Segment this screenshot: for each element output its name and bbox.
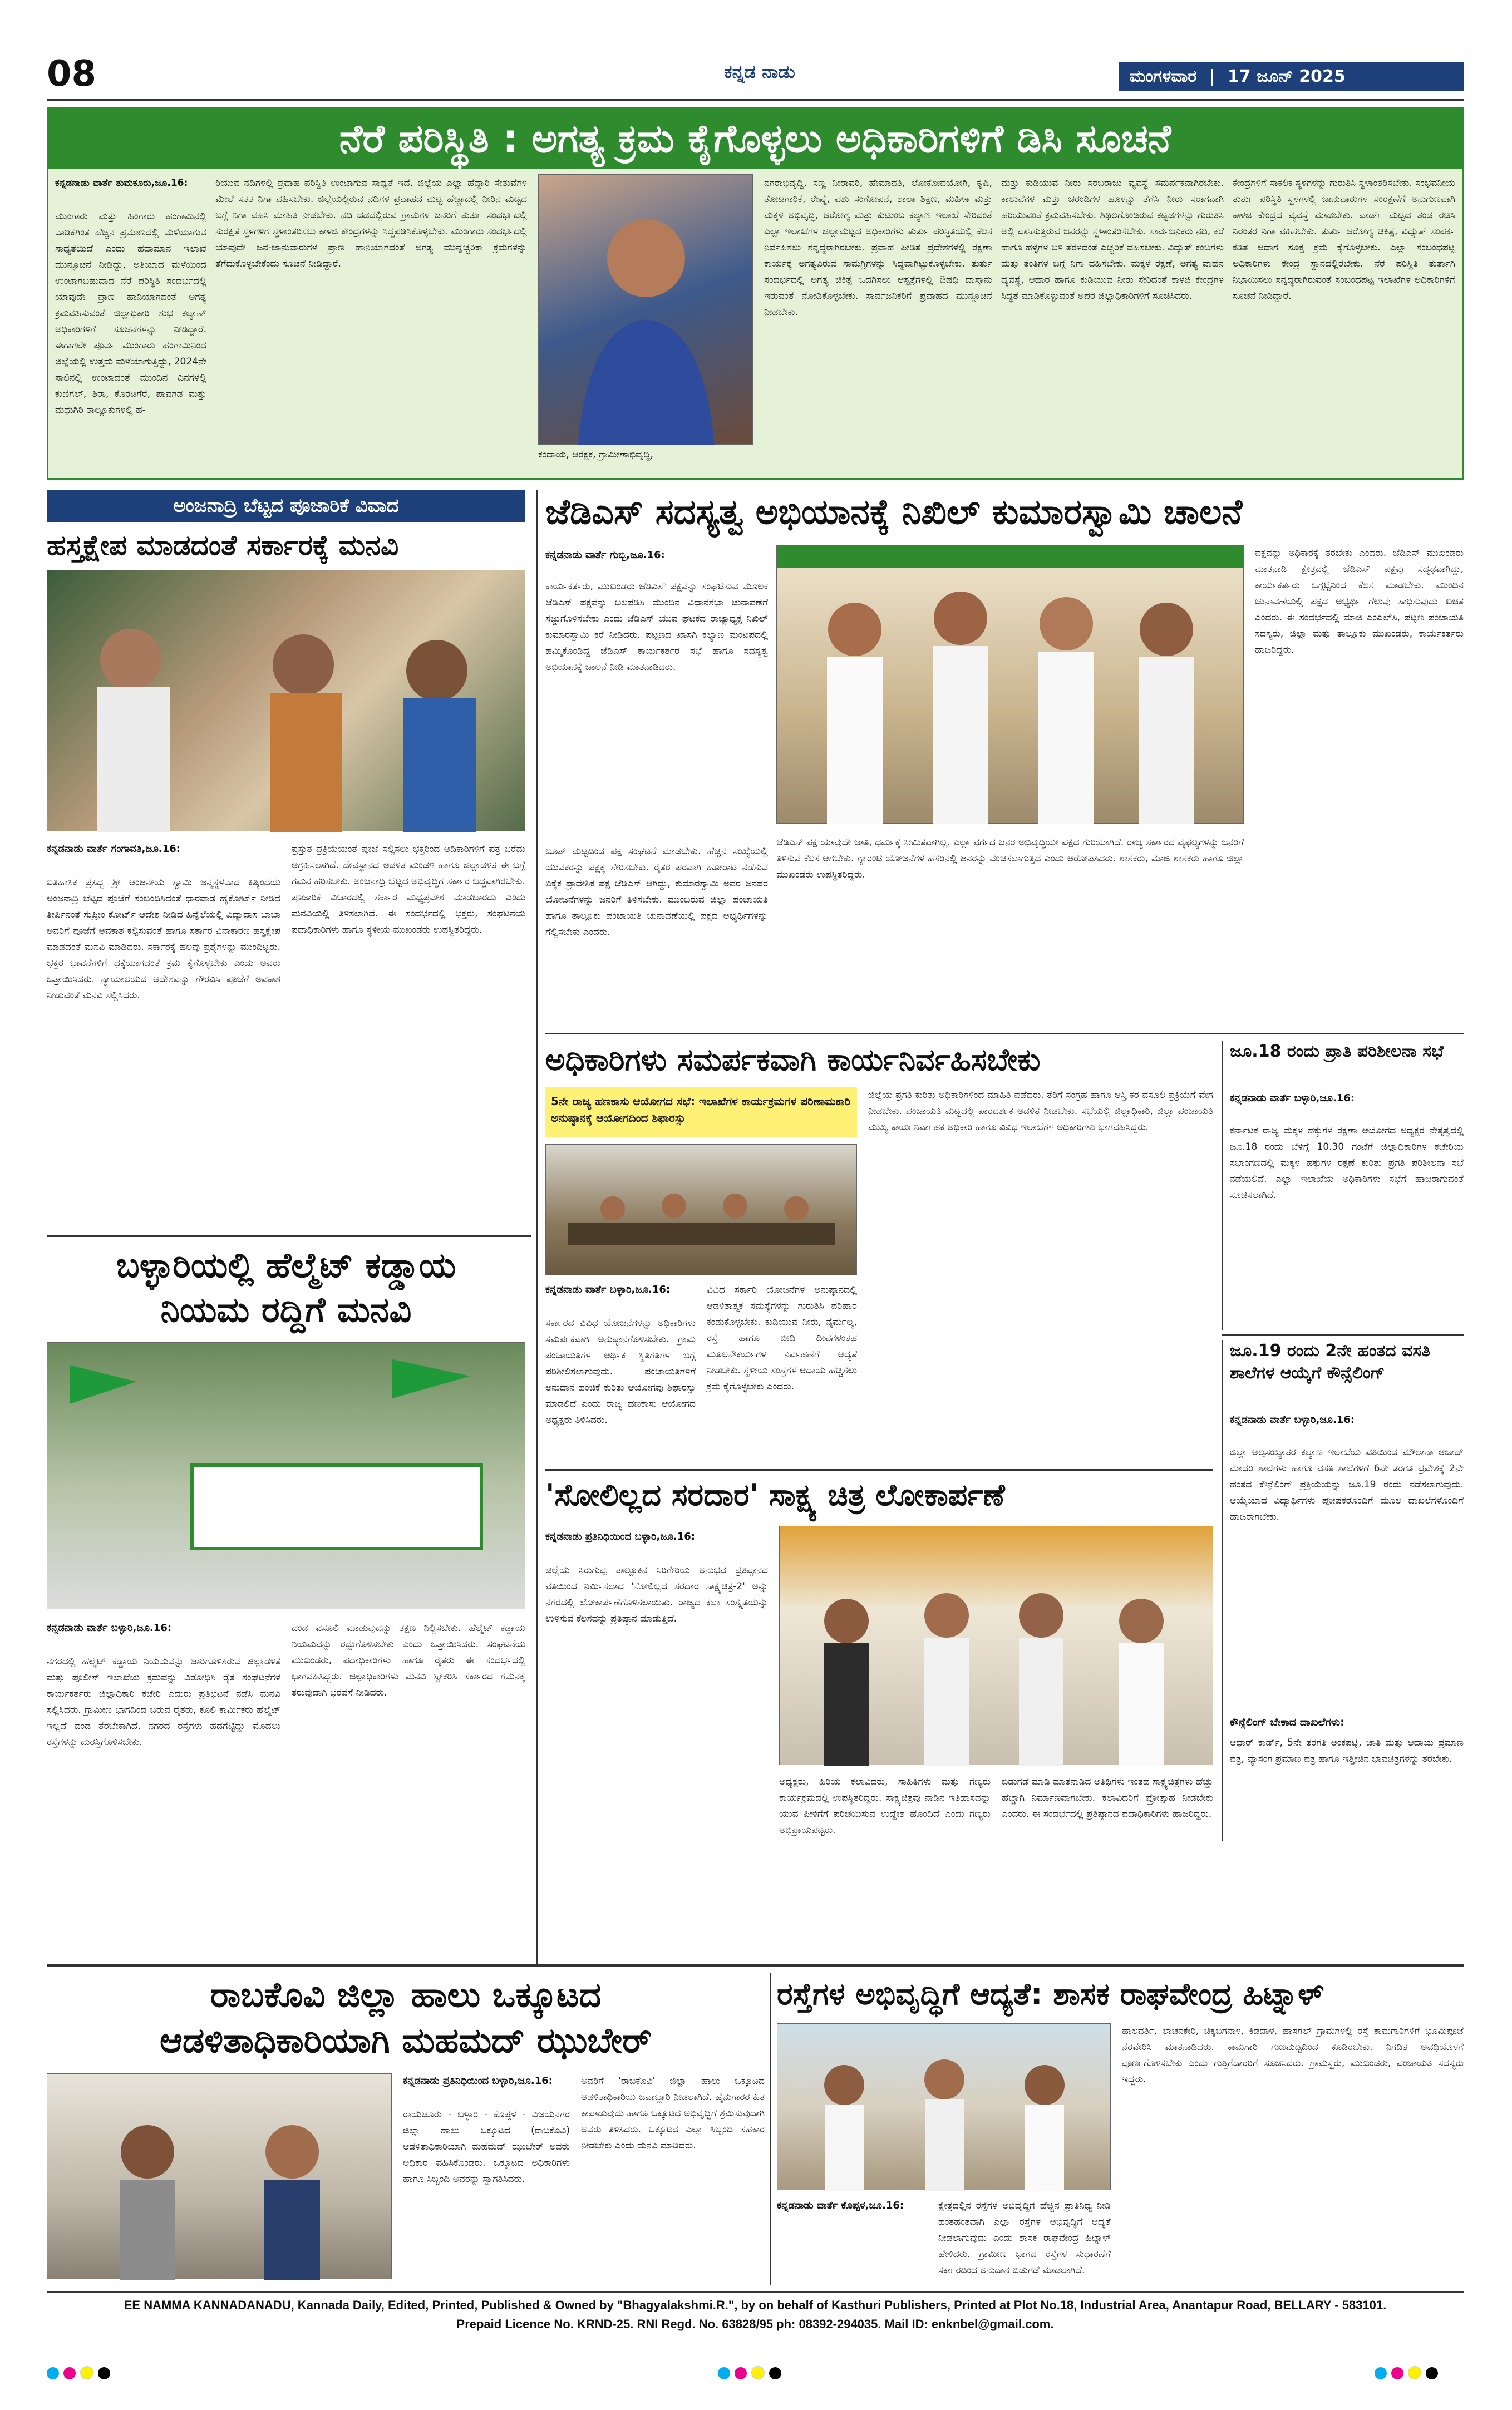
jds-col-3: ಜೆಡಿಎಸ್ ಪಕ್ಷ ಯಾವುದೇ ಜಾತಿ, ಧರ್ಮಕ್ಕೆ ಸೀಮಿತವಾಗಿಲ್ಲ. ಎಲ್ಲಾ ವರ್ಗದ ಜನರ ಅಭಿವೃದ್ಧಿಯೇ ಪಕ್ಷದ ಗುರಿಯಾಗಿದೆ. ರಾಜ್ಯ ಸರ್ಕಾರದ ವೈಫಲ್ಯಗಳನ್ನು ಜನರಿಗೆ ತಿಳಿಸುವ ಕೆಲಸ ಆಗಬೇಕು. ಗ್ಯಾರಂಟಿ ಯೋಜನೆಗಳ ಹೆಸರಿನಲ್ಲಿ ಜನರನ್ನು ವಂಚಿಸಲಾಗುತ್ತಿದೆ ಎಂದು ಆರೋಪಿಸಿದರು. ಶಾಸಕರು, ಮಾಜಿ ಶಾಸಕರು ಹಾಗೂ ಜಿಲ್ಲಾ ಮುಖಂಡರು ಉಪಸ್ಥಿತರಿದ್ದರು. <box>776 837 1247 880</box>
counselling-notice <box>1222 1340 1467 1841</box>
roads-col-1: ಕ್ಷೇತ್ರದಲ್ಲಿನ ರಸ್ತೆಗಳ ಅಭಿವೃದ್ಧಿಗೆ ಹೆಚ್ಚಿನ ಪ್ರಾತಿನಿಧ್ಯ ನೀಡಿ ಹಂತಹಂತವಾಗಿ ಎಲ್ಲಾ ರಸ್ತೆಗಳ ಅಭಿವೃದ್ಧಿಗೆ ಆದ್ಯತೆ ನೀಡಲಾಗುವುದು ಎಂದು ಶಾಸಕ ರಾಘವೇಂದ್ರ ಹಿಟ್ನಾಳ್ ಹೇಳಿದರು. ಗ್ರಾಮೀಣ ಭಾಗದ ರಸ್ತೆಗಳ ಸುಧಾರಣೆಗೆ ಸರ್ಕಾರದಿಂದ ಅನುದಾನ ಬಿಡುಗಡೆ ಮಾಡಲಾಗಿದೆ. <box>938 2200 1114 2276</box>
dc-photo <box>538 174 753 445</box>
leaders-group-icon <box>777 546 1244 824</box>
registration-dots-right <box>1375 2366 1464 2383</box>
jds-col-1: ಕಾರ್ಯಕರ್ತರು, ಮುಖಂಡರು ಜೆಡಿಎಸ್ ಪಕ್ಷವನ್ನು ಸಂಘಟಿಸುವ ಮೂಲಕ ಜೆಡಿಎಸ್ ಪಕ್ಷವನ್ನು ಬಲಪಡಿಸಿ ಮುಂದಿನ ವಿಧಾನಸಭಾ ಚುನಾವಣೆಗೆ ಸಜ್ಜುಗೊಳಿಸಬೇಕು ಎಂದು ಜೆಡಿಎಸ್ ಯುವ ಘಟಕದ ರಾಜ್ಯಾಧ್ಯಕ್ಷ ನಿಖಿಲ್ ಕುಮಾರಸ್ವಾಮಿ ಕರೆ ನೀಡಿದರು. ಪಟ್ಟಣದ ಖಾಸಗಿ ಕಲ್ಯಾಣ ಮಂಟಪದಲ್ಲಿ ಹಮ್ಮಿಕೊಂಡಿದ್ದ ಜೆಡಿಎಸ್ ಕಾರ್ಯಕರ್ತರ ಸಭೆ ಹಾಗೂ ಸದಸ್ಯತ್ವ ಅಭಿಯಾನಕ್ಕೆ ಚಾಲನೆ ನೀಡಿ ಮಾತನಾಡಿದರು. <box>545 581 771 673</box>
documentary-headline: 'ಸೋಲಿಲ್ಲದ ಸರದಾರ' ಸಾಕ್ಷ್ಯ ಚಿತ್ರ ಲೋಕಾರ್ಪಣೆ <box>545 1477 1005 1512</box>
black-dot <box>1426 2367 1438 2379</box>
raboko-headline-1: ರಾಬಕೊವಿ ಜಿಲ್ಲಾ ಹಾಲು ಒಕ್ಕೂಟದ <box>210 1974 602 2015</box>
training-notice <box>1222 1041 1467 1330</box>
magenta-dot <box>735 2367 747 2379</box>
anjanadri-story <box>47 490 531 1230</box>
lead-col-1: ಮುಂಗಾರು ಮತ್ತು ಹಿಂಗಾರು ಹಂಗಾಮಿನಲ್ಲಿ ವಾಡಿಕೆಗಿಂತ ಹೆಚ್ಚಿನ ಪ್ರಮಾಣದಲ್ಲಿ ಮಳೆಯಾಗುವ ಸಾಧ್ಯತೆಯಿದೆ ಎಂದು ಹವಾಮಾನ ಇಲಾಖೆ ಮುನ್ಸೂಚನೆ ನೀಡಿದ್ದು, ಅತಿಯಾದ ಮಳೆಯಿಂದ ಉಂಟಾಗಬಹುದಾದ ನೆರೆ ಪರಿಸ್ಥಿತಿ ಸಂದರ್ಭದಲ್ಲಿ ಯಾವುದೇ ಪ್ರಾಣ ಹಾನಿಯಾಗದಂತೆ ಅಗತ್ಯ ಕ್ರಮವಹಿಸುವಂತೆ ಜಿಲ್ಲಾಧಿಕಾರಿ ಶುಭ ಕಲ್ಯಾಣ್ ಅಧಿಕಾರಿಗಳಿಗೆ ಸೂಚನೆಗಳನ್ನು ನೀಡಿದ್ದಾರೆ. ಈಗಾಗಲೇ ಪೂರ್ವ ಮುಂಗಾರು ಹಂಗಾಮಿನಿಂದ ಜಿಲ್ಲೆಯಲ್ಲಿ ಉತ್ತಮ ಮಳೆಯಾಗುತ್ತಿದ್ದು, 2024ನೇ ಸಾಲಿನಲ್ಲಿ ಉಂಟಾದಂತೆ ಮುಂದಿನ ದಿನಗಳಲ್ಲಿ ಕುಣಿಗಲ್, ಶಿರಾ, ಕೊರಟಗೆರೆ, ಪಾವಗಡ ಮತ್ತು ಮಧುಗಿರಿ ತಾಲ್ಲೂಕುಗಳಲ್ಲಿ ಹ- <box>55 211 210 416</box>
yellow-dot <box>80 2366 93 2379</box>
stage-guests-icon <box>780 1526 1214 1766</box>
officials-deck: 5ನೇ ರಾಜ್ಯ ಹಣಕಾಸು ಆಯೋಗದ ಸಭೆ: ಇಲಾಖೆಗಳ ಕಾರ್ಯಕ್ರಮಗಳ ಪರಿಣಾಮಕಾರಿ ಅನುಷ್ಠಾನಕ್ಕೆ ಆಯೋಗದಿಂದ ಶಿಫಾರಸ್ಸು <box>545 1087 857 1137</box>
helmet-col-2: ದಂಡ ವಸೂಲಿ ಮಾಡುವುದನ್ನು ತಕ್ಷಣ ನಿಲ್ಲಿಸಬೇಕು. ಹೆಲ್ಮೆಟ್ ಕಡ್ಡಾಯ ನಿಯಮವನ್ನು ರದ್ದುಗೊಳಿಸಬೇಕು ಎಂದು ಒತ್ತಾಯಿಸಿದರು. ಸಂಘಟನೆಯ ಮುಖಂಡರು, ಪದಾಧಿಕಾರಿಗಳು ಹಾಗೂ ರೈತರು ಈ ಸಂದರ್ಭದಲ್ಲಿ ಭಾಗವಹಿಸಿದ್ದರು. ಜಿಲ್ಲಾಧಿಕಾರಿಗಳು ಮನವಿ ಸ್ವೀಕರಿಸಿ ಸರ್ಕಾರದ ಗಮನಕ್ಕೆ ತರುವುದಾಗಿ ಭರವಸೆ ನೀಡಿದರು. <box>292 1623 529 1698</box>
roads-ceremony-photo <box>777 2023 1111 2190</box>
lead-story <box>47 107 1464 480</box>
helmet-col-1: ನಗರದಲ್ಲಿ ಹೆಲ್ಮೆಟ್ ಕಡ್ಡಾಯ ನಿಯಮವನ್ನು ಜಾರಿಗೊಳಿಸಿರುವ ಜಿಲ್ಲಾಡಳಿತ ಮತ್ತು ಪೊಲೀಸ್ ಇಲಾಖೆಯ ಕ್ರಮವನ್ನು ವಿರೋಧಿಸಿ ರೈತ ಸಂಘಟನೆಗಳ ಕಾರ್ಯಕರ್ತರು ಜಿಲ್ಲಾಧಿಕಾರಿ ಕಚೇರಿ ಎದುರು ಪ್ರತಿಭಟನೆ ನಡೆಸಿ ಮನವಿ ಸಲ್ಲಿಸಿದರು. ಗ್ರಾಮೀಣ ಭಾಗದಿಂದ ಬರುವ ರೈತರು, ಕೂಲಿ ಕಾರ್ಮಿಕರು ಹೆಲ್ಮೆಟ್ ಇಲ್ಲದೆ ದಂಡ ತೆರಬೇಕಾಗಿದೆ. ನಗರದ ರಸ್ತೆಗಳು ಹದಗೆಟ್ಟಿದ್ದು ಮೊದಲು ರಸ್ತೆಗಳನ್ನು ದುರಸ್ತಿಗೊಳಿಸಬೇಕು. <box>47 1656 284 1748</box>
jds-headline: ಜೆಡಿಎಸ್ ಸದಸ್ಯತ್ವ ಅಭಿಯಾನಕ್ಕೆ ನಿಖಿಲ್ ಕುಮಾರಸ್ವಾಮಿ ಚಾಲನೆ <box>545 491 1243 532</box>
masthead <box>0 0 1512 100</box>
raboko-story <box>47 1973 768 2285</box>
black-dot <box>769 2367 781 2379</box>
officials-story <box>545 1041 1217 1463</box>
roads-headline: ರಸ್ತೆಗಳ ಅಭಿವೃದ್ಧಿಗೆ ಆದ್ಯತೆ: ಶಾಸಕ ರಾಘವೇಂದ್ರ ಹಿಟ್ನಾಳ್ <box>777 1977 1324 2012</box>
counselling-headline: ಜೂ.19 ರಂದು 2ನೇ ಹಂತದ ವಸತಿ ಶಾಲೆಗಳ ಆಯ್ಕೆಗೆ ಕೌನ್ಸೆಲಿಂಗ್ <box>1230 1341 1431 1383</box>
cyan-dot <box>718 2367 730 2379</box>
counselling-body: ಜಿಲ್ಲಾ ಅಲ್ಪಸಂಖ್ಯಾತರ ಕಲ್ಯಾಣ ಇಲಾಖೆಯ ವತಿಯಿಂದ ಮೌಲಾನಾ ಆಜಾದ್ ಮಾದರಿ ಶಾಲೆಗಳು ಹಾಗೂ ವಸತಿ ಶಾಲೆಗಳಿಗೆ 6ನೇ ತರಗತಿ ಪ್ರವೇಶಕ್ಕೆ 2ನೇ ಹಂತದ ಕೌನ್ಸೆಲಿಂಗ್ ಪ್ರಕ್ರಿಯೆಯನ್ನು ಜೂ.19 ರಂದು ನಡೆಸಲಾಗುವುದು. ಆಯ್ಕೆಯಾದ ವಿದ್ಯಾರ್ಥಿಗಳು ಪೋಷಕರೊಂದಿಗೆ ಮೂಲ ದಾಖಲೆಗಳೊಂದಿಗೆ ಹಾಜರಾಗಬೇಕು. <box>1230 1447 1467 1522</box>
footer-rule <box>47 2291 1464 2293</box>
roads-col-2: ಹಾಲವರ್ತಿ, ಲಾಚನಕೇರಿ, ಚಿಕ್ಕಬಗನಾಳ, ಕಿಡದಾಳ, ಹಾಸಗಲ್ ಗ್ರಾಮಗಳಲ್ಲಿ ರಸ್ತೆ ಕಾಮಗಾರಿಗಳಿಗೆ ಭೂಮಿಪೂಜೆ ನೆರವೇರಿಸಿ ಮಾತನಾಡಿದರು. ಕಾಮಗಾರಿ ಗುಣಮಟ್ಟದಿಂದ ಕೂಡಿರಬೇಕು. ನಿಗದಿತ ಅವಧಿಯೊಳಗೆ ಪೂರ್ಣಗೊಳಿಸಬೇಕು ಎಂದು ಗುತ್ತಿಗೆದಾರರಿಗೆ ಸೂಚಿಸಿದರು. ಗ್ರಾಮಸ್ಥರು, ಮುಖಂಡರು, ಪಂಚಾಯತಿ ಸದಸ್ಯರು ಇದ್ದರು. <box>1122 2025 1467 2085</box>
documentary-story <box>545 1476 1217 1954</box>
day-label: ಮಂಗಳವಾರ <box>1130 67 1197 86</box>
lead-col-5: ಕೇಂದ್ರಗಳಿಗೆ ಸಾಕಲಿಕ ಸ್ಥಳಗಳನ್ನು ಗುರುತಿಸಿ ಸ್ಥಳಾಂತರಿಸಬೇಕು. ಸಂಭವನೀಯ ತುರ್ತು ಪರಿಸ್ಥಿತಿ ಸ್ಥಳಗಳಲ್ಲಿ ಜಾನುವಾರುಗಳ ಸಂರಕ್ಷಣೆಗೆ ಅನುಗುಣವಾಗಿ ಕಾಳಜಿ ಕೇಂದ್ರದ ವ್ಯವಸ್ಥೆ ಮಾಡಬೇಕು. ವಾರ್ಡ್ ಮಟ್ಟದ ತಂಡ ರಚಿಸಿ ನಿರಂತರ ನಿಗಾ ವಹಿಸಬೇಕು. ತುರ್ತು ಆರೋಗ್ಯ ಚಿಕಿತ್ಸೆ, ವಿದ್ಯುತ್ ಸಂಪರ್ಕ ಕಡಿತ ಆದಾಗ ಸೂಕ್ತ ಕ್ರಮ ಕೈಗೊಳ್ಳಬೇಕು. ಎಲ್ಲಾ ಸಂಬಂಧಪಟ್ಟ ಅಧಿಕಾರಿಗಳು ಕೇಂದ್ರ ಸ್ಥಾನದಲ್ಲಿರಬೇಕು. ನೆರೆ ಪರಿಸ್ಥಿತಿ ತುರ್ತಾಗಿ ನಿಭಾಯಿಸಲು ಸನ್ನದ್ಧರಾಗಿರುವಂತೆ ಸಂಬಂಧಪಟ್ಟ ಇಲಾಖೆಗಳ ಅಧಿಕಾರಿಗಳಿಗೆ ಸೂಚನೆ ನೀಡಿದ್ದಾರೆ. <box>1233 178 1459 302</box>
imprint-line-1: EE NAMMA KANNADANADU, Kannada Daily, Edited, Printed, Published & Owned by "Bhagyalakshmi.R.", by on behalf of Kasthuri Publishers, Printed at Plot No.18, Industrial Area, Anantapur Road, BELLARY - 583101. <box>124 2298 1387 2312</box>
counselling-tail: ಆಧಾರ್ ಕಾರ್ಡ್, 5ನೇ ತರಗತಿ ಅಂಕಪಟ್ಟಿ, ಜಾತಿ ಮತ್ತು ಆದಾಯ ಪ್ರಮಾಣ ಪತ್ರ, ವ್ಯಾಸಂಗ ಪ್ರಮಾಣ ಪತ್ರ ಹಾಗೂ ಇತ್ತೀಚಿನ ಭಾವಚಿತ್ರಗಳನ್ನು ತರಬೇಕು. <box>1230 1737 1467 1765</box>
black-dot <box>98 2367 110 2379</box>
anjanadri-kicker: ಅಂಜನಾದ್ರಿ ಬೆಟ್ಟದ ಪೂಜಾರಿಕೆ ವಿವಾದ <box>47 490 525 522</box>
jds-event-photo <box>776 545 1244 824</box>
page-number: 08 <box>47 53 97 95</box>
person-figure-icon <box>539 175 753 445</box>
masthead-rule <box>47 99 1464 101</box>
lead-col-2: ರಿಯುವ ನದಿಗಳಲ್ಲಿ ಪ್ರವಾಹ ಪರಿಸ್ಥಿತಿ ಉಂಟಾಗುವ ಸಾಧ್ಯತೆ ಇದೆ. ಜಿಲ್ಲೆಯ ಎಲ್ಲಾ ಹೆದ್ದಾರಿ ಸೇತುವೆಗಳ ಮೇಲೆ ಸತತ ನಿಗಾ ವಹಿಸಬೇಕು. ಜಿಲ್ಲೆಯಲ್ಲಿರುವ ನದಿಗಳ ಪ್ರವಾಹದ ಮಟ್ಟ ಹೆಚ್ಚಾದಲ್ಲಿ ನೀರಿನ ಮಟ್ಟದ ಬಗ್ಗೆ ನಿಗಾ ವಹಿಸಿ ಮಾಹಿತಿ ನೀಡಬೇಕು. ನದಿ ದಡದಲ್ಲಿರುವ ಗ್ರಾಮಗಳ ಜನರಿಗೆ ತುರ್ತು ಸಂದರ್ಭದಲ್ಲಿ ಸುರಕ್ಷಿತ ಸ್ಥಳಗಳಿಗೆ ಸ್ಥಳಾಂತರಿಸಲು ಕಾಳಜಿ ಕೇಂದ್ರಗಳನ್ನು ಸಿದ್ಧಪಡಿಸಿಕೊಳ್ಳಬೇಕು. ಮುಂಗಾರು ಸಂದರ್ಭದಲ್ಲಿ ಯಾವುದೇ ಜನ-ಜಾನುವಾರುಗಳ ಪ್ರಾಣ ಹಾನಿಯಾಗದಂತೆ ಅಗತ್ಯ ಮುನ್ನೆಚ್ಚರಿಕಾ ಕ್ರಮಗಳನ್ನು ತೆಗೆದುಕೊಳ್ಳಬೇಕೆಂದು ಸೂಚನೆ ನೀಡಿದ್ದಾರೆ. <box>215 178 530 269</box>
helmet-headline-1: ಬಳ್ಳಾರಿಯಲ್ಲಿ ಹೆಲ್ಮೆಟ್ ಕಡ್ಡಾಯ <box>116 1245 456 1285</box>
roads-story <box>777 1973 1467 2285</box>
column-divider <box>536 490 538 1964</box>
officials-col-1: ಸರ್ಕಾರದ ವಿವಿಧ ಯೋಜನೆಗಳನ್ನು ಅಧಿಕಾರಿಗಳು ಸಮರ್ಪಕವಾಗಿ ಅನುಷ್ಠಾನಗೊಳಿಸಬೇಕು. ಗ್ರಾಮ ಪಂಚಾಯತಿಗಳ ಆರ್ಥಿಕ ಸ್ಥಿತಿಗತಿಗಳ ಬಗ್ಗೆ ಪರಿಶೀಲಿಸಲಾಗುವುದು. ಪಂಚಾಯತಿಗಳಿಗೆ ಅನುದಾನ ಹಂಚಿಕೆ ಕುರಿತು ಆಯೋಗವು ಶಿಫಾರಸ್ಸು ಮಾಡಲಿದೆ ಎಂದು ರಾಜ್ಯ ಹಣಕಾಸು ಆಯೋಗದ ಅಧ್ಯಕ್ಷರು ತಿಳಿಸಿದರು. <box>545 1318 699 1426</box>
date-bar: ಮಂಗಳವಾರ | 17 ಜೂನ್ 2025 <box>1119 62 1464 91</box>
counselling-subhead: ಕೌನ್ಸೆಲಿಂಗ್ ಬೇಕಾದ ದಾಖಲೆಗಳು: <box>1230 1716 1344 1728</box>
registration-dots-left <box>47 2366 136 2383</box>
jds-col-2: ಬೂತ್ ಮಟ್ಟದಿಂದ ಪಕ್ಷ ಸಂಘಟನೆ ಮಾಡಬೇಕು. ಹೆಚ್ಚಿನ ಸಂಖ್ಯೆಯಲ್ಲಿ ಯುವಕರನ್ನು ಪಕ್ಷಕ್ಕೆ ಸೇರಿಸಬೇಕು. ರೈತರ ಪರವಾಗಿ ಹೋರಾಟ ನಡೆಸುವ ಏಕೈಕ ಪ್ರಾದೇಶಿಕ ಪಕ್ಷ ಜೆಡಿಎಸ್ ಆಗಿದ್ದು, ಕುಮಾರಸ್ವಾಮಿ ಅವರ ಜನಪರ ಯೋಜನೆಗಳನ್ನು ಜನರಿಗೆ ತಿಳಿಸಬೇಕು. ಮುಂಬರುವ ಜಿಲ್ಲಾ ಪಂಚಾಯತಿ ಹಾಗೂ ತಾಲ್ಲೂಕು ಪಂಚಾಯತಿ ಚುನಾವಣೆಯಲ್ಲಿ ಪಕ್ಷದ ಅಭ್ಯರ್ಥಿಗಳನ್ನು ಗೆಲ್ಲಿಸಬೇಕು ಎಂದರು. <box>545 846 771 938</box>
divider <box>47 1964 1464 1967</box>
officials-col-3: ಜಿಲ್ಲೆಯ ಪ್ರಗತಿ ಕುರಿತು ಅಧಿಕಾರಿಗಳಿಂದ ಮಾಹಿತಿ ಪಡೆದರು. ತೆರಿಗೆ ಸಂಗ್ರಹ ಹಾಗೂ ಆಸ್ತಿ ಕರ ವಸೂಲಿ ಪ್ರಕ್ರಿಯೆಗೆ ವೇಗ ನೀಡಬೇಕು. ಪಂಚಾಯತಿ ಮಟ್ಟದಲ್ಲಿ ಪಾರದರ್ಶಕ ಆಡಳಿತ ನೀಡಬೇಕು. ಸಭೆಯಲ್ಲಿ ಜಿಲ್ಲಾಧಿಕಾರಿ, ಜಿಲ್ಲಾ ಪಂಚಾಯತಿ ಮುಖ್ಯ ಕಾರ್ಯನಿರ್ವಾಹಕ ಅಧಿಕಾರಿ ಹಾಗೂ ವಿವಿಧ ಇಲಾಖೆಗಳ ಅಧಿಕಾರಿಗಳು ಭಾಗವಹಿಸಿದ್ದರು. <box>868 1090 1217 1133</box>
documentary-col-1: ಜಿಲ್ಲೆಯ ಸಿರುಗುಪ್ಪ ತಾಲ್ಲೂಕಿನ ಸಿರಿಗೇರಿಯ ಅನುಭವ ಪ್ರತಿಷ್ಠಾನದ ವತಿಯಿಂದ ನಿರ್ಮಿಸಲಾದ 'ಸೋಲಿಲ್ಲದ ಸರದಾರ ಸಾಕ್ಷ್ಯಚಿತ್ರ-2' ಅನ್ನು ನಗರದಲ್ಲಿ ಲೋಕಾರ್ಪಣೆಗೊಳಿಸಲಾಯಿತು. ರಾಜ್ಯದ ಕಲಾ ಸಂಸ್ಕೃತಿಯನ್ನು ಉಳಿಸುವ ಕೆಲಸವನ್ನು ಪ್ರತಿಷ್ಠಾನ ಮಾಡುತ್ತಿದೆ. <box>545 1565 771 1624</box>
magenta-dot <box>1391 2367 1403 2379</box>
paper-logo: ಕನ್ನಡ ನಾಡು <box>724 61 795 82</box>
footer-imprint <box>47 2296 1464 2346</box>
registration-dots-center <box>718 2366 807 2383</box>
jds-col-4: ಪಕ್ಷವನ್ನು ಅಧಿಕಾರಕ್ಕೆ ತರಬೇಕು ಎಂದರು. ಜೆಡಿಎಸ್ ಮುಖಂಡರು ಮಾತನಾಡಿ ಕ್ಷೇತ್ರದಲ್ಲಿ ಜೆಡಿಎಸ್ ಪಕ್ಷವು ಸದೃಢವಾಗಿದ್ದು, ಕಾರ್ಯಕರ್ತರು ಒಗ್ಗಟ್ಟಿನಿಂದ ಕೆಲಸ ಮಾಡಬೇಕು. ಮುಂದಿನ ಚುನಾವಣೆಯಲ್ಲಿ ಪಕ್ಷದ ಅಭ್ಯರ್ಥಿ ಗೆಲುವು ಸಾಧಿಸುವುದು ಖಚಿತ ಎಂದರು. ಈ ಸಂದರ್ಭದಲ್ಲಿ ಮಾಜಿ ಎಂಎಲ್‌ಸಿ, ಪಟ್ಟಣ ಪಂಚಾಯತಿ ಸದಸ್ಯರು, ಜಿಲ್ಲಾ ಮತ್ತು ತಾಲ್ಲೂಕು ಮುಖಂಡರು, ಕಾರ್ಯಕರ್ತರು ಹಾಜರಿದ್ದರು. <box>1255 548 1467 656</box>
divider <box>545 1033 1464 1034</box>
documentary-col-2: ಅಧ್ಯಕ್ಷರು, ಹಿರಿಯ ಕಲಾವಿದರು, ಸಾಹಿತಿಗಳು ಮತ್ತು ಗಣ್ಯರು ಕಾರ್ಯಕ್ರಮದಲ್ಲಿ ಉಪಸ್ಥಿತರಿದ್ದರು. ಸಾಕ್ಷ್ಯಚಿತ್ರವು ನಾಡಿನ ಇತಿಹಾಸವನ್ನು ಯುವ ಪೀಳಿಗೆಗೆ ಪರಿಚಯಿಸುವ ಉದ್ದೇಶ ಹೊಂದಿದೆ ಎಂದು ಗಣ್ಯರು ಅಭಿಪ್ರಾಯಪಟ್ಟರು. <box>779 1776 994 1836</box>
cyan-dot <box>1375 2367 1387 2379</box>
raboko-headline-2: ಆಡಳಿತಾಧಿಕಾರಿಯಾಗಿ ಮಹಮದ್ ಝುಬೇರ್ <box>159 2020 652 2061</box>
anjanadri-col-2: ಪ್ರಸ್ತುತ ಪ್ರಕ್ರಿಯೆಯಂತೆ ಪೂಜೆ ಸಲ್ಲಿಸಲು ಭಕ್ತರಿಂದ ಆದಿಕಾರಿಗಳಿಗೆ ಪತ್ರ ಬರೆದು ಆಗ್ರಹಿಸಲಾಗಿದೆ. ದೇವಸ್ಥಾನದ ಆಡಳಿತ ಮಂಡಳಿ ಹಾಗೂ ಜಿಲ್ಲಾಡಳಿತ ಈ ಬಗ್ಗೆ ಗಮನ ಹರಿಸಬೇಕು. ಅಂಜನಾದ್ರಿ ಬೆಟ್ಟದ ಅಭಿವೃದ್ಧಿಗೆ ಸರ್ಕಾರ ಬದ್ಧವಾಗಿರಬೇಕು. ಪೂಜಾರಿಕೆ ವಿಚಾರದಲ್ಲಿ ಸರ್ಕಾರ ಮಧ್ಯಪ್ರವೇಶ ಮಾಡಬಾರದು ಎಂದು ಮನವಿಯಲ್ಲಿ ತಿಳಿಸಲಾಗಿದೆ. ಈ ಸಂದರ್ಭದಲ್ಲಿ ಭಕ್ತರು, ಸಂಘಟನೆಯ ಪದಾಧಿಕಾರಿಗಳು ಹಾಗೂ ಸ್ಥಳೀಯ ಮುಖಂಡರು ಉಪಸ್ಥಿತರಿದ್ದರು. <box>292 844 529 935</box>
officer-portrait-icon <box>47 2074 392 2280</box>
raboko-col-1: ರಾಯಚೂರು - ಬಳ್ಳಾರಿ - ಕೊಪ್ಪಳ - ವಿಜಯನಗರ ಜಿಲ್ಲಾ ಹಾಲು ಒಕ್ಕೂಟದ (ರಾಬಕೊವಿ) ಆಡಳಿತಾಧಿಕಾರಿಯಾಗಿ ಮಹಮದ್ ಝುಬೇರ್ ಅವರು ಅಧಿಕಾರ ವಹಿಸಿಕೊಂಡರು. ಒಕ್ಕೂಟದ ಅಧಿಕಾರಿಗಳು ಹಾಗೂ ಸಿಬ್ಬಂದಿ ಅವರನ್ನು ಸ್ವಾಗತಿಸಿದರು. <box>403 2109 573 2185</box>
roads-dateline: ಕನ್ನಡನಾಡು ವಾರ್ತೆ ಕೊಪ್ಪಳ,ಜೂ.16: <box>777 2200 904 2211</box>
raboko-office-photo <box>47 2073 392 2279</box>
lead-dateline: ಕನ್ನಡನಾಡು ವಾರ್ತೆ ತುಮಕೂರು,ಜೂ.16: <box>55 178 188 189</box>
jds-story <box>545 490 1467 1024</box>
helmet-dateline: ಕನ್ನಡನಾಡು ವಾರ್ತೆ ಬಳ್ಳಾರಿ,ಜೂ.16: <box>47 1622 172 1634</box>
divider <box>1222 1334 1464 1336</box>
yellow-dot <box>751 2366 765 2379</box>
documentary-launch-photo <box>779 1526 1213 1765</box>
training-headline: ಜೂ.18 ರಂದು ಪ್ರಾತಿ ಪರಿಶೀಲನಾ ಸಭೆ <box>1230 1042 1444 1061</box>
officials-col-2: ವಿವಿಧ ಸರ್ಕಾರಿ ಯೋಜನೆಗಳ ಅನುಷ್ಠಾನದಲ್ಲಿ ಆಡಳಿತಾತ್ಮಕ ಸಮಸ್ಯೆಗಳನ್ನು ಗುರುತಿಸಿ ಪರಿಹಾರ ಕಂಡುಕೊಳ್ಳಬೇಕು. ಕುಡಿಯುವ ನೀರು, ನೈರ್ಮಲ್ಯ, ರಸ್ತೆ ಹಾಗೂ ಬೀದಿ ದೀಪಗಳಂತಹ ಮೂಲಸೌಕರ್ಯಗಳ ನಿರ್ವಹಣೆಗೆ ಆದ್ಯತೆ ನೀಡಬೇಕು. ಸ್ಥಳೀಯ ಸಂಸ್ಥೆಗಳ ಆದಾಯ ಹೆಚ್ಚಿಸಲು ಕ್ರಮ ಕೈಗೊಳ್ಳಬೇಕು ಎಂದರು. <box>707 1284 860 1392</box>
ceremony-group-icon <box>777 2024 1111 2191</box>
jds-dateline: ಕನ್ನಡನಾಡು ವಾರ್ತೆ ಗುಬ್ಬಿ,ಜೂ.16: <box>545 549 665 561</box>
cyan-dot <box>47 2367 59 2379</box>
documentary-col-3: ಬಿಡುಗಡೆ ಮಾಡಿ ಮಾತನಾಡಿದ ಅತಿಥಿಗಳು ಇಂತಹ ಸಾಕ್ಷ್ಯಚಿತ್ರಗಳು ಹೆಚ್ಚು ಹೆಚ್ಚಾಗಿ ನಿರ್ಮಾಣವಾಗಬೇಕು. ಕಲಾವಿದರಿಗೆ ಪ್ರೋತ್ಸಾಹ ನೀಡಬೇಕು ಎಂದರು. ಈ ಸಂದರ್ಭದಲ್ಲಿ ಪ್ರತಿಷ್ಠಾನದ ಪದಾಧಿಕಾರಿಗಳು ಹಾಜರಿದ್ದರು. <box>1002 1776 1217 1820</box>
lead-photo-caption: ಕಂದಾಯ, ಆರಕ್ಷಕ, ಗ್ರಾಮೀಣಾಭಿವೃದ್ಧಿ, <box>538 449 654 460</box>
divider <box>47 1235 531 1237</box>
lead-col-4: ಮತ್ತು ಕುಡಿಯುವ ನೀರು ಸರಬರಾಜು ವ್ಯವಸ್ಥೆ ಸಮರ್ಪಕವಾಗಿರಬೇಕು. ಕಾಲುವೆಗಳ ಮತ್ತು ಚರಂಡಿಗಳ ಹೂಳನ್ನು ತೆಗೆಸಿ ನೀರು ಸರಾಗವಾಗಿ ಹರಿಯುವಂತೆ ಕ್ರಮವಹಿಸಬೇಕು. ಶಿಥಿಲಗೊಂಡಿರುವ ಕಟ್ಟಡಗಳನ್ನು ಗುರುತಿಸಿ ಅಲ್ಲಿ ವಾಸಿಸುತ್ತಿರುವ ಜನರನ್ನು ಸ್ಥಳಾಂತರಿಸಬೇಕು. ಸಾರ್ವಜನಿಕರು ನದಿ, ಕೆರೆ ಹಾಗೂ ಹಳ್ಳಗಳ ಬಳಿ ತೆರಳದಂತೆ ಎಚ್ಚರಿಕೆ ವಹಿಸಬೇಕು. ವಿದ್ಯುತ್ ಕಂಬಗಳು ಮತ್ತು ತಂತಿಗಳ ಬಗ್ಗೆ ನಿಗಾ ವಹಿಸಬೇಕು. ಮಕ್ಕಳ ರಕ್ಷಣೆ, ಅಗತ್ಯ ವಾಹನ ವ್ಯವಸ್ಥೆ, ಆಹಾರ ಹಾಗೂ ಕುಡಿಯುವ ನೀರು ಸೇರಿದಂತೆ ಕಾಳಜಿ ಕೇಂದ್ರಗಳ ಸಿದ್ಧತೆ ಮಾಡಿಕೊಳ್ಳುವಂತೆ ಅಪರ ಜಿಲ್ಲಾಧಿಕಾರಿಗಳಿಗೆ ಸೂಚಿಸಿದರು. <box>1001 178 1227 302</box>
lead-headline: ನೆರೆ ಪರಿಸ್ಥಿತಿ : ಅಗತ್ಯ ಕ್ರಮ ಕೈಗೊಳ್ಳಲು ಅಧಿಕಾರಿಗಳಿಗೆ ಡಿಸಿ ಸೂಚನೆ <box>339 116 1171 161</box>
yellow-dot <box>1408 2366 1421 2379</box>
lead-col-3: ನಗರಾಭಿವೃದ್ಧಿ, ಸಣ್ಣ ನೀರಾವರಿ, ಹೇಮಾವತಿ, ಲೋಕೋಪಯೋಗಿ, ಕೃಷಿ, ತೋಟಗಾರಿಕೆ, ರೇಷ್ಮೆ, ಪಶು ಸಂಗೋಪನೆ, ಶಾಲಾ ಶಿಕ್ಷಣ, ಮಹಿಳಾ ಮತ್ತು ಮಕ್ಕಳ ಅಭಿವೃದ್ಧಿ, ಆರೋಗ್ಯ ಮತ್ತು ಕುಟುಂಬ ಕಲ್ಯಾಣ ಇಲಾಖೆ ಸೇರಿದಂತೆ ಎಲ್ಲಾ ಇಲಾಖೆಗಳ ಜಿಲ್ಲಾಮಟ್ಟದ ಅಧಿಕಾರಿಗಳು ತುರ್ತು ಪರಿಸ್ಥಿತಿಯಲ್ಲಿ ಕೆಲಸ ನಿರ್ವಹಿಸಲು ಸನ್ನದ್ಧರಾಗಿರಬೇಕು. ಪ್ರವಾಹ ಪೀಡಿತ ಪ್ರದೇಶಗಳಲ್ಲಿ ರಕ್ಷಣಾ ಕಾರ್ಯಕ್ಕೆ ಅಗತ್ಯವಿರುವ ಸಾಮಗ್ರಿಗಳನ್ನು ಸಿದ್ಧವಾಗಿಟ್ಟುಕೊಳ್ಳಬೇಕು. ತುರ್ತು ಸಂದರ್ಭದಲ್ಲಿ ಅಗತ್ಯ ಚಿಕಿತ್ಸೆ ಒದಗಿಸಲು ಆಸ್ಪತ್ರೆಗಳಲ್ಲಿ ಔಷಧಿ ದಾಸ್ತಾನು ಇರುವಂತೆ ನೋಡಿಕೊಳ್ಳಬೇಕು. ಸಾರ್ವಜನಿಕರಿಗೆ ಪ್ರವಾಹದ ಮುನ್ಸೂಚನೆ ನೀಡಬೇಕು. <box>764 178 996 318</box>
meeting-table-icon <box>546 1145 858 1276</box>
date-label: 17 ಜೂನ್ 2025 <box>1227 67 1346 86</box>
anjanadri-dateline: ಕನ್ನಡನಾಡು ವಾರ್ತೆ ಗಂಗಾವತಿ,ಜೂ.16: <box>47 843 180 855</box>
protest-banner-icon <box>47 1343 526 1610</box>
raboko-col-2: ಅವರಿಗೆ 'ರಾಬಕೊವಿ' ಜಿಲ್ಲಾ ಹಾಲು ಒಕ್ಕೂಟದ ಆಡಳಿತಾಧಿಕಾರಿಯ ಜವಾಬ್ದಾರಿ ನೀಡಲಾಗಿದೆ. ಹೈನುಗಾರರ ಹಿತ ಕಾಪಾಡುವುದು ಹಾಗೂ ಒಕ್ಕೂಟದ ಅಭಿವೃದ್ಧಿಗೆ ಶ್ರಮಿಸುವುದಾಗಿ ಅವರು ತಿಳಿಸಿದರು. ಒಕ್ಕೂಟದ ಎಲ್ಲಾ ಸಿಬ್ಬಂದಿ ಸಹಕಾರ ನೀಡಬೇಕು ಎಂದು ಮನವಿ ಮಾಡಿದರು. <box>581 2076 768 2151</box>
helmet-headline-2: ನಿಯಮ ರದ್ದಿಗೆ ಮನವಿ <box>160 1289 412 1330</box>
magenta-dot <box>63 2367 76 2379</box>
training-dateline: ಕನ್ನಡನಾಡು ವಾರ್ತೆ ಬಳ್ಳಾರಿ,ಜೂ.16: <box>1230 1092 1355 1104</box>
anjanadri-photo <box>47 570 525 831</box>
raboko-dateline: ಕನ್ನಡನಾಡು ಪ್ರತಿನಿಧಿಯಿಂದ ಬಳ್ಳಾರಿ,ಜೂ.16: <box>403 2075 553 2087</box>
helmet-protest-photo <box>47 1342 525 1609</box>
anjanadri-col-1: ಐತಿಹಾಸಿಕ ಪ್ರಸಿದ್ಧ ಶ್ರೀ ಆಂಜನೇಯ ಸ್ವಾಮಿ ಜನ್ಮಸ್ಥಳವಾದ ಕಿಷ್ಕಿಂದೆಯ ಅಂಜನಾದ್ರಿ ಬೆಟ್ಟದ ಪೂಜೆಗೆ ಸಂಬಂಧಿಸಿದಂತೆ ಧಾರವಾಡ ಹೈಕೋರ್ಟ್ ನೀಡಿದ ತೀರ್ಪಿನಂತೆ ಸುಪ್ರೀಂ ಕೋರ್ಟ್ ಆದೇಶ ನೀಡಿದ ಹಿನ್ನೆಲೆಯಲ್ಲಿ ವಿದ್ಯಾದಾಸ ಬಾಬಾ ಅವರಿಗೆ ಪೂಜೆಗೆ ಅವಕಾಶ ಕಲ್ಪಿಸುವಂತೆ ಹಾಗೂ ಸರ್ಕಾರ ವಿನಾಕಾರಣ ಹಸ್ತಕ್ಷೇಪ ಮಾಡದಂತೆ ಮನವಿ ಮಾಡಿದರು. ಸರ್ಕಾರಕ್ಕೆ ಹಲವು ಪ್ರಶ್ನೆಗಳನ್ನು ಮುಂದಿಟ್ಟರು. ಭಕ್ತರ ಭಾವನೆಗಳಿಗೆ ಧಕ್ಕೆಯಾಗದಂತೆ ಕ್ರಮ ಕೈಗೊಳ್ಳಬೇಕು ಎಂದು ಅವರು ಒತ್ತಾಯಿಸಿದರು. ನ್ಯಾಯಾಲಯದ ಆದೇಶವನ್ನು ಗೌರವಿಸಿ ಪೂಜೆಗೆ ಅವಕಾಶ ನೀಡುವಂತೆ ಮನವಿ ಸಲ್ಲಿಸಿದರು. <box>47 877 284 1001</box>
officials-meeting-photo <box>545 1144 857 1275</box>
officials-dateline: ಕನ್ನಡನಾಡು ವಾರ್ತೆ ಬಳ್ಳಾರಿ,ಜೂ.16: <box>545 1284 671 1295</box>
anjanadri-headline: ಹಸ್ತಕ್ಷೇಪ ಮಾಡದಂತೆ ಸರ್ಕಾರಕ್ಕೆ ಮನವಿ <box>47 529 399 561</box>
officials-headline: ಅಧಿಕಾರಿಗಳು ಸಮರ್ಪಕವಾಗಿ ಕಾರ್ಯನಿರ್ವಹಿಸಬೇಕು <box>545 1042 1041 1077</box>
training-body: ಕರ್ನಾಟಕ ರಾಜ್ಯ ಮಕ್ಕಳ ಹಕ್ಕುಗಳ ರಕ್ಷಣಾ ಆಯೋಗದ ಅಧ್ಯಕ್ಷರ ನೇತೃತ್ವದಲ್ಲಿ ಜೂ.18 ರಂದು ಬೆಳಿಗ್ಗೆ 10.30 ಗಂಟೆಗೆ ಜಿಲ್ಲಾಧಿಕಾರಿಗಳ ಕಚೇರಿಯ ಸಭಾಂಗಣದಲ್ಲಿ ಮಕ್ಕಳ ಹಕ್ಕುಗಳ ರಕ್ಷಣೆ ಕುರಿತು ಪ್ರಗತಿ ಪರಿಶೀಲನಾ ಸಭೆ ನಡೆಯಲಿದೆ. ಎಲ್ಲಾ ಇಲಾಖೆಯ ಅಧಿಕಾರಿಗಳು ಸಭೆಗೆ ಹಾಜರಾಗುವಂತೆ ಸೂಚಿಸಲಾಗಿದೆ. <box>1230 1125 1467 1201</box>
helmet-story <box>47 1244 531 1962</box>
crowd-figures-icon <box>47 570 526 832</box>
column-divider <box>770 1973 771 2285</box>
imprint-line-2: Prepaid Licence No. KRND-25. RNI Regd. No. 63828/95 ph: 08392-294035. Mail ID: enknbel@gmail.com. <box>456 2317 1054 2331</box>
documentary-dateline: ಕನ್ನಡನಾಡು ಪ್ರತಿನಿಧಿಯಿಂದ ಬಳ್ಳಾರಿ,ಜೂ.16: <box>545 1531 695 1542</box>
counselling-dateline: ಕನ್ನಡನಾಡು ವಾರ್ತೆ ಬಳ್ಳಾರಿ,ಜೂ.16: <box>1230 1414 1355 1426</box>
divider <box>545 1469 1213 1471</box>
